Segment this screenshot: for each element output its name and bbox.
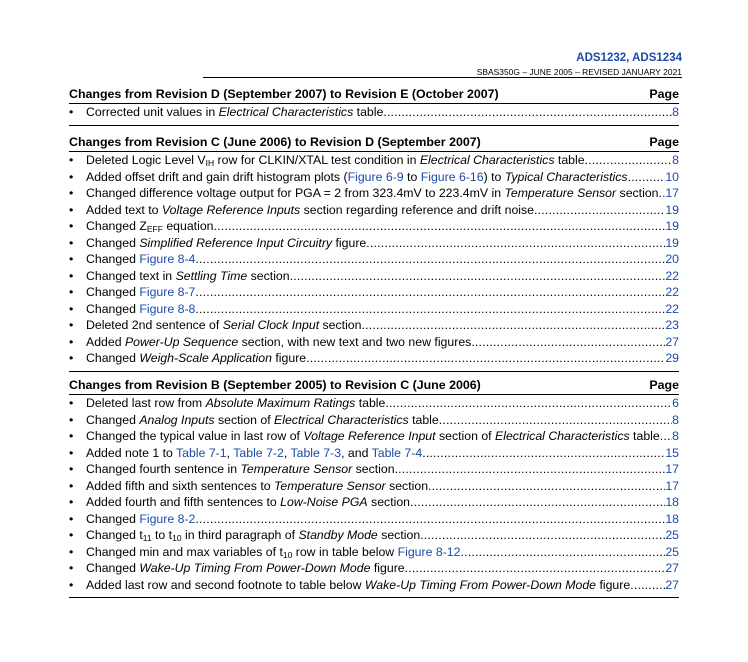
dot-leader: [630, 577, 665, 594]
cross-reference-link[interactable]: Table 7-2: [233, 445, 284, 460]
page-number-link[interactable]: 29: [665, 351, 679, 365]
change-description: Changed min and max variables of $t_{10}$ row in table below Figure 8-12: [86, 544, 461, 560]
bullet-icon: •: [69, 528, 74, 542]
dot-leader: [366, 235, 665, 252]
change-item: [69, 527, 679, 544]
italic-reference: Temperature Sensor: [504, 186, 617, 200]
subscript: EFF: [146, 224, 163, 234]
page-number-link[interactable]: 18: [665, 511, 679, 526]
bullet-icon: •: [69, 561, 74, 575]
bullet-icon: •: [69, 445, 74, 460]
dot-leader: [195, 251, 665, 268]
change-description: Changed the typical value in last row of Voltage Reference Input section of Electrical Characteristics table: [86, 429, 660, 443]
bullet-icon: •: [69, 577, 74, 592]
subscript: 11: [142, 533, 152, 543]
change-description: Added fifth and sixth sentences to Temperature Sensor section: [86, 478, 429, 493]
dot-leader: [585, 152, 673, 169]
page-number-link[interactable]: 25: [665, 528, 679, 542]
italic-reference: Electrical Characteristics: [495, 429, 630, 443]
bullet-icon: •: [69, 153, 74, 167]
change-description: Added offset drift and gain drift histogram plots (Figure 6-9 to Figure 6-16) to Typical Characteristics: [86, 169, 628, 184]
dot-leader: [195, 284, 665, 301]
change-description: Changed Wake-Up Timing From Power-Down Mode figure: [86, 561, 405, 575]
bullet-icon: •: [69, 268, 74, 283]
change-item: [69, 412, 679, 429]
change-description: Changed $Z_{EFF}$ equation: [86, 219, 214, 234]
italic-reference: Electrical Characteristics: [218, 105, 354, 119]
change-description: Changed $t_{11}$ to $t_{10}$ in third paragraph of Standby Mode section: [86, 528, 421, 543]
dot-leader: [471, 334, 665, 351]
change-item: [69, 461, 679, 478]
change-item: [69, 169, 679, 186]
revision-section: [69, 86, 679, 126]
change-description: Added last row and second footnote to table below Wake-Up Timing From Power-Down Mode figure: [86, 577, 631, 592]
change-description: Changed Figure 8-7: [86, 285, 196, 299]
page-number-link[interactable]: 22: [665, 285, 679, 299]
change-item: [69, 560, 679, 577]
dot-leader: [405, 560, 666, 577]
cross-reference-link[interactable]: Table 7-1: [176, 445, 227, 460]
bullet-icon: •: [69, 334, 74, 349]
italic-reference: Voltage Reference Input: [303, 429, 436, 443]
italic-reference: Absolute Maximum Ratings: [205, 396, 356, 410]
section-end-rule: [69, 371, 679, 372]
page-number-link[interactable]: 22: [665, 268, 679, 283]
change-description: Changed text in Settling Time section: [86, 268, 290, 283]
dot-leader: [460, 544, 665, 561]
bullet-icon: •: [69, 169, 74, 184]
page-number-link[interactable]: 6: [672, 396, 679, 410]
italic-reference: Voltage Reference Inputs: [161, 202, 301, 217]
change-item: [69, 350, 679, 367]
dot-leader: [195, 301, 665, 318]
bullet-icon: •: [69, 219, 74, 233]
change-description: Changed fourth sentence in Temperature Sensor section: [86, 462, 395, 476]
page-number-link[interactable]: 20: [665, 252, 679, 266]
dot-leader: [628, 169, 666, 186]
dot-leader: [534, 202, 665, 219]
change-item: [69, 104, 679, 121]
bullet-icon: •: [69, 285, 74, 299]
italic-reference: Settling Time: [175, 268, 248, 283]
change-item: [69, 478, 679, 495]
page-column-label: Page: [649, 87, 679, 101]
change-item: [69, 428, 679, 445]
italic-reference: Serial Clock Input: [222, 318, 320, 332]
dot-leader: [214, 218, 666, 235]
change-item: [69, 544, 679, 561]
page-number-link[interactable]: 17: [665, 186, 679, 200]
page-number-link[interactable]: 19: [665, 219, 679, 233]
cross-reference-link[interactable]: Figure 8-2: [139, 511, 196, 526]
bullet-icon: •: [69, 511, 74, 526]
italic-reference: Wake-Up Timing From Power-Down Mode: [364, 577, 597, 592]
italic-reference: Wake-Up Timing From Power-Down Mode: [139, 561, 371, 575]
page-number-link[interactable]: 27: [665, 334, 679, 349]
change-item: [69, 334, 679, 351]
dot-leader: [195, 511, 665, 528]
change-item: [69, 202, 679, 219]
section-heading: [69, 86, 679, 104]
page-number-link[interactable]: 8: [672, 412, 679, 427]
bullet-icon: •: [69, 105, 74, 119]
italic-reference: Weigh-Scale Application: [139, 351, 272, 365]
page-number-link[interactable]: 8: [672, 105, 679, 119]
revision-section: [69, 377, 679, 598]
change-item: [69, 301, 679, 318]
dot-leader: [660, 428, 672, 445]
change-description: Changed difference voltage output for PGA = 2 from 323.4mV to 223.4mV in Temperature Sensor section: [86, 186, 659, 200]
cross-reference-link[interactable]: Figure 6-9: [347, 169, 404, 184]
page-number-link[interactable]: 19: [665, 235, 679, 250]
page-number-link[interactable]: 22: [665, 301, 679, 316]
change-description: Added text to Voltage Reference Inputs section regarding reference and drift noise: [86, 202, 534, 217]
page-number-link[interactable]: 25: [665, 544, 679, 559]
bullet-icon: •: [69, 351, 74, 365]
change-item: [69, 284, 679, 301]
page-number-link[interactable]: 17: [665, 478, 679, 493]
cross-reference-link[interactable]: Figure 8-8: [139, 301, 196, 316]
bullet-icon: •: [69, 186, 74, 200]
change-description: Changed Simplified Reference Input Circuitry figure: [86, 235, 367, 250]
change-description: Deleted 2nd sentence of Serial Clock Input section: [86, 318, 362, 332]
change-item: [69, 218, 679, 235]
italic-reference: Standby Mode: [298, 528, 378, 542]
page-column-label: Page: [649, 378, 679, 392]
dot-leader: [362, 317, 666, 334]
dot-leader: [385, 395, 672, 412]
dot-leader: [290, 268, 666, 285]
page-number-link[interactable]: 23: [665, 318, 679, 332]
bullet-icon: •: [69, 318, 74, 332]
change-item: [69, 395, 679, 412]
cross-reference-link[interactable]: Table 7-4: [371, 445, 423, 460]
change-description: Added fourth and fifth sentences to Low-Noise PGA section: [86, 495, 411, 509]
italic-reference: Analog Inputs: [139, 412, 215, 427]
change-item: [69, 152, 679, 169]
italic-reference: Power-Up Sequence: [124, 334, 239, 349]
change-description: Added Power-Up Sequence section, with new text and two new figures: [86, 334, 472, 349]
change-item: [69, 185, 679, 202]
page-number-link[interactable]: 10: [665, 169, 679, 184]
bullet-icon: •: [69, 429, 74, 443]
change-description: Corrected unit values in Electrical Characteristics table: [86, 105, 384, 119]
bullet-icon: •: [69, 412, 74, 427]
section-heading: [69, 134, 679, 152]
page-number-link[interactable]: 17: [665, 462, 679, 476]
change-description: Changed Figure 8-4: [86, 252, 196, 266]
cross-reference-link[interactable]: Figure 8-4: [139, 252, 196, 266]
bullet-icon: •: [69, 495, 74, 509]
bullet-icon: •: [69, 478, 74, 493]
section-heading-text: Changes from Revision C (June 2006) to Revision D (September 2007): [69, 135, 481, 149]
change-item: [69, 317, 679, 334]
page-number-link[interactable]: 8: [672, 429, 679, 443]
italic-reference: Electrical Characteristics: [419, 153, 555, 167]
page-number-link[interactable]: 8: [672, 153, 679, 167]
change-item: [69, 268, 679, 285]
bullet-icon: •: [69, 235, 74, 250]
italic-reference: Simplified Reference Input Circuitry: [139, 235, 333, 250]
dot-leader: [306, 350, 665, 367]
change-description: Deleted last row from Absolute Maximum Ratings table: [86, 396, 386, 410]
cross-reference-link[interactable]: Figure 8-12: [397, 544, 461, 559]
change-description: Changed Weigh-Scale Application figure: [86, 351, 307, 365]
change-description: Added note 1 to Table 7-1, Table 7-2, Table 7-3, and Table 7-4: [86, 445, 423, 460]
dot-leader: [439, 412, 672, 429]
page-number-link[interactable]: 27: [665, 577, 679, 592]
italic-reference: Typical Characteristics: [504, 169, 628, 184]
dot-leader: [410, 494, 665, 511]
subscript: IH: [205, 158, 215, 168]
change-description: Deleted Logic Level $V_{IH}$ row for CLKIN/XTAL test condition in Electrical Characteristics table: [86, 153, 585, 168]
section-end-rule: [69, 597, 679, 598]
change-item: [69, 511, 679, 528]
revision-section: [69, 134, 679, 372]
bullet-icon: •: [69, 544, 74, 559]
subscript: 10: [282, 549, 293, 560]
section-heading: [69, 377, 679, 395]
change-item: [69, 251, 679, 268]
bullet-icon: •: [69, 252, 74, 266]
page-number-link[interactable]: 18: [665, 495, 679, 509]
bullet-icon: •: [69, 202, 74, 217]
page-column-label: Page: [649, 135, 679, 149]
dot-leader: [659, 185, 666, 202]
change-item: [69, 494, 679, 511]
dot-leader: [383, 104, 672, 121]
change-description: Changed Figure 8-2: [86, 511, 196, 526]
subscript: 10: [172, 533, 182, 543]
change-item: [69, 445, 679, 462]
change-description: Changed Analog Inputs section of Electrical Characteristics table: [86, 412, 439, 427]
italic-reference: Electrical Characteristics: [274, 412, 409, 427]
header-rule: [203, 77, 682, 78]
section-heading-text: Changes from Revision D (September 2007) to Revision E (October 2007): [69, 87, 499, 101]
document-info: SBAS350G – JUNE 2005 – REVISED JANUARY 2021: [476, 67, 682, 77]
cross-reference-link[interactable]: Table 7-3: [290, 445, 342, 460]
page-number-link[interactable]: 27: [665, 561, 679, 575]
bullet-icon: •: [69, 301, 74, 316]
dot-leader: [422, 445, 665, 462]
dot-leader: [428, 478, 665, 495]
section-heading-text: Changes from Revision B (September 2005) to Revision C (June 2006): [69, 378, 481, 392]
cross-reference-link[interactable]: Figure 6-16: [420, 169, 484, 184]
change-item: [69, 577, 679, 594]
bullet-icon: •: [69, 396, 74, 410]
section-end-rule: [69, 125, 679, 126]
page-number-link[interactable]: 15: [665, 445, 679, 460]
italic-reference: Temperature Sensor: [274, 478, 386, 493]
change-item: [69, 235, 679, 252]
dot-leader: [395, 461, 666, 478]
italic-reference: Temperature Sensor: [240, 462, 353, 476]
italic-reference: Low-Noise PGA: [280, 495, 368, 509]
dot-leader: [420, 527, 665, 544]
page-number-link[interactable]: 19: [665, 202, 679, 217]
bullet-icon: •: [69, 462, 74, 476]
change-description: Changed Figure 8-8: [86, 301, 196, 316]
document-title: ADS1232, ADS1234: [576, 52, 682, 64]
cross-reference-link[interactable]: Figure 8-7: [139, 285, 196, 299]
